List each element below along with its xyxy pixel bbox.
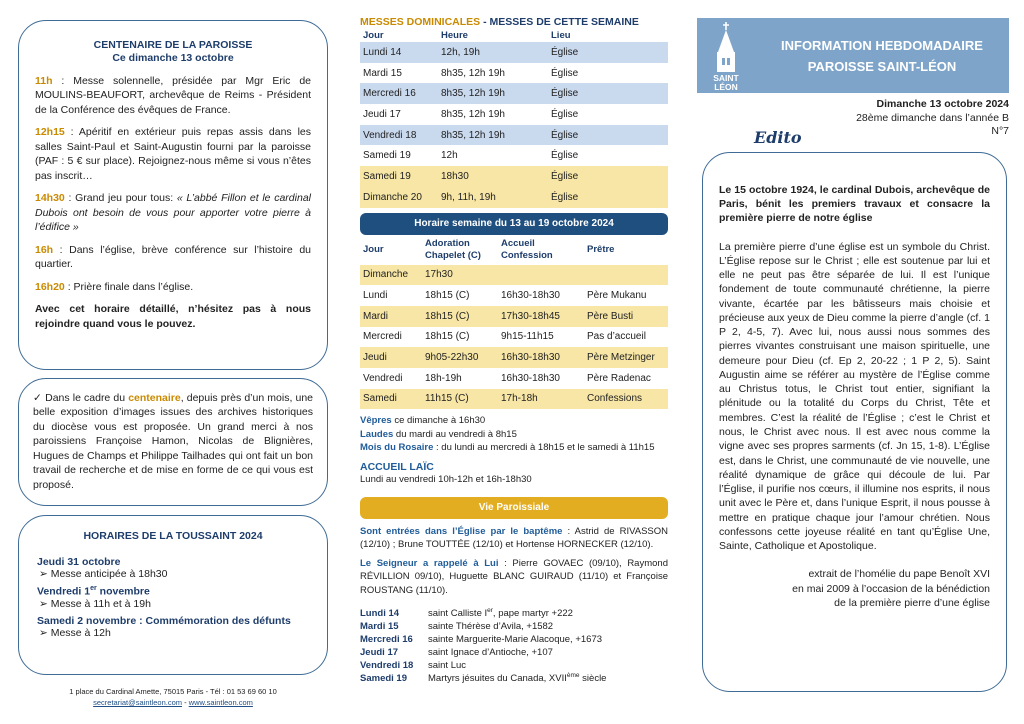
cell-lieu: Église bbox=[551, 88, 579, 100]
table-row bbox=[360, 166, 668, 187]
program-item bbox=[35, 280, 311, 294]
centenaire-title: CENTENAIRE DE LA PAROISSE bbox=[93, 39, 253, 51]
cell-jour: Samedi bbox=[363, 393, 397, 405]
church-logo bbox=[705, 20, 747, 91]
cell-acc bbox=[498, 265, 584, 286]
cell-ado: 18h15 (C) bbox=[425, 331, 470, 343]
footer-web-link[interactable]: www.saintleon.com bbox=[188, 698, 253, 708]
cell-lieu: Église bbox=[551, 150, 579, 162]
program-text: : Grand jeu pour tous: bbox=[64, 192, 177, 205]
cell-lieu: Église bbox=[551, 108, 579, 120]
fete-saint: saint Luc bbox=[428, 659, 467, 671]
office-text: ce dimanche à 16h30 bbox=[391, 415, 486, 427]
cell-lieu: Église bbox=[551, 170, 579, 182]
cell-heure: 8h35, 12h 19h bbox=[441, 88, 505, 100]
program-item bbox=[35, 74, 311, 117]
fete-day: Mardi 15 bbox=[360, 620, 399, 632]
office-text: : du lundi au mercredi à 18h15 et le samedi à 11h15 bbox=[433, 441, 655, 453]
header-title: INFORMATION HEBDOMADAIRE PAROISSE SAINT-LÉON bbox=[781, 38, 983, 74]
toussaint-date: Samedi 2 novembre : Commémoration des défunts bbox=[37, 614, 291, 627]
program-time: 16h bbox=[35, 243, 54, 256]
fete-saint: sainte Thérèse d’Avila, +1582 bbox=[428, 620, 554, 632]
cell-jour: Dimanche bbox=[363, 269, 409, 281]
cell-ado: 17h30 bbox=[425, 269, 453, 281]
cell-pretre: Père Metzinger bbox=[587, 352, 655, 364]
cell-acc: 16h30-18h30 bbox=[501, 290, 560, 302]
office-label: Laudes bbox=[360, 428, 394, 440]
fete-day: Lundi 14 bbox=[360, 607, 400, 619]
office-line bbox=[360, 441, 668, 454]
edito-box bbox=[702, 152, 1007, 692]
fete-day: Jeudi 17 bbox=[360, 646, 399, 658]
list-item bbox=[360, 646, 668, 659]
footer-address: 1 place du Cardinal Amette, 75015 Paris - Tél : 01 53 69 60 10 bbox=[69, 687, 277, 696]
program-time: 14h30 bbox=[35, 192, 65, 205]
messes-header-lieu: Lieu bbox=[551, 29, 571, 41]
cell-acc: 17h30-18h45 bbox=[501, 310, 560, 322]
cell-ado: 18h15 (C) bbox=[425, 310, 470, 322]
centenaire-box bbox=[18, 20, 328, 370]
centenaire-program bbox=[35, 74, 311, 294]
cell-heure: 8h35, 12h 19h bbox=[441, 129, 505, 141]
program-time: 11h bbox=[35, 75, 53, 87]
fete-saint: saint Calliste Ier, pape martyr +222 bbox=[428, 607, 573, 620]
cell-jour: Jeudi bbox=[363, 352, 387, 364]
fete-day: Mercredi 16 bbox=[360, 633, 413, 645]
toussaint-date: Jeudi 31 octobre bbox=[37, 556, 121, 568]
cell-jour: Mardi bbox=[363, 310, 389, 322]
table-row bbox=[360, 63, 668, 84]
table-row bbox=[360, 347, 668, 368]
toussaint-mass: ➢ Messe anticipée à 18h30 bbox=[39, 568, 168, 580]
edito-label: Edito bbox=[748, 128, 808, 147]
cell-heure: 8h35, 12h 19h bbox=[441, 108, 505, 120]
list-item bbox=[360, 659, 668, 672]
messes-table bbox=[360, 28, 668, 208]
cell-ado: 18h15 (C) bbox=[425, 290, 470, 302]
offices-list bbox=[360, 414, 668, 454]
cell-jour: Lundi 14 bbox=[363, 46, 402, 58]
logo-text-leon: LÉON bbox=[714, 82, 738, 91]
table-row bbox=[360, 285, 668, 306]
table-row bbox=[360, 265, 668, 286]
table-row bbox=[360, 327, 668, 348]
issue-info bbox=[697, 98, 1009, 139]
messes-header-heure: Heure bbox=[441, 29, 468, 41]
footer: 1 place du Cardinal Amette, 75015 Paris - Tél : 01 53 69 60 10 secretariat@saintleon.com - www.saintleon.com bbox=[18, 686, 328, 709]
table-row bbox=[360, 145, 668, 166]
cell-jour: Samedi 19 bbox=[363, 170, 411, 182]
cell-pretre: Père Radenac bbox=[587, 372, 651, 384]
fetes-table bbox=[360, 607, 668, 685]
fete-saint: saint Ignace d’Antioche, +107 bbox=[428, 646, 553, 658]
edito-signature: extrait de l’homélie du pape Benoît XVI en mai 2009 à l’occasion de la bénédiction de la première pierre d’une église bbox=[792, 568, 990, 610]
program-text: : Prière finale dans l’église. bbox=[64, 280, 194, 293]
table-row bbox=[360, 389, 668, 410]
office-label: Mois du Rosaire bbox=[360, 441, 434, 453]
cell-heure: 18h30 bbox=[441, 170, 469, 182]
horaire-header-jour: Jour bbox=[363, 243, 384, 255]
horaire-banner: Horaire semaine du 13 au 19 octobre 2024 bbox=[360, 213, 668, 235]
program-text: : Apéritif en extérieur puis repas assis dans les salles Saint-Paul et Saint-Augustin fourni par la paroisse (PAF : 5 € sur place). Rejoignez-nous même si vous n’êtes pas inscrit… bbox=[35, 126, 311, 182]
table-row bbox=[360, 104, 668, 125]
horaire-table bbox=[360, 235, 668, 410]
header-banner bbox=[697, 18, 1009, 93]
edito-lead: Le 15 octobre 1924, le cardinal Dubois, archevêque de Paris, bénit les premiers travaux et consacre la première pierre de notre église bbox=[719, 184, 990, 225]
office-label: Vêpres bbox=[360, 415, 392, 427]
cell-jour: Mardi 15 bbox=[363, 67, 402, 79]
fete-day: Samedi 19 bbox=[360, 672, 407, 684]
table-row bbox=[360, 187, 668, 208]
table-row bbox=[360, 368, 668, 389]
cell-heure: 8h35, 12h 19h bbox=[441, 67, 505, 79]
cell-ado: 18h-19h bbox=[425, 372, 462, 384]
bapteme-text: Sont entrées dans l’Église par le baptême : Astrid de RIVASSON (12/10) ; Brune TOUTTÉE (12/10) et Hortense HORNECKER (12/10). bbox=[360, 525, 669, 550]
centenaire-subtitle: Ce dimanche 13 octobre bbox=[112, 52, 234, 64]
cell-acc: 17h-18h bbox=[501, 393, 538, 405]
accueil-title: ACCUEIL LAÏC bbox=[360, 461, 434, 474]
cell-jour: Mercredi bbox=[363, 331, 402, 343]
issue-date: Dimanche 13 octobre 2024 bbox=[876, 98, 1009, 110]
issue-number: N°7 bbox=[991, 125, 1009, 138]
toussaint-mass: ➢ Messe à 12h bbox=[39, 626, 111, 639]
cell-pretre: Pas d’accueil bbox=[587, 331, 646, 343]
program-item bbox=[35, 243, 311, 272]
cell-jour: Vendredi bbox=[363, 372, 403, 384]
messes-header-jour: Jour bbox=[363, 29, 384, 41]
centenaire-note: Avec cet horaire détaillé, n’hésitez pas à nous rejoindre quand vous le pouvez. bbox=[35, 303, 311, 330]
horaire-header-pretre: Prêtre bbox=[587, 243, 615, 255]
cell-ado: 9h05-22h30 bbox=[425, 352, 479, 364]
messes-title: MESSES DOMINICALES - MESSES DE CETTE SEMAINE bbox=[360, 16, 639, 28]
program-time: 12h15 bbox=[35, 126, 65, 139]
cell-heure: 12h bbox=[441, 150, 458, 162]
cell-ado: 11h15 (C) bbox=[425, 393, 469, 405]
cell-pretre: Père Busti bbox=[587, 310, 634, 322]
toussaint-schedule bbox=[37, 556, 309, 639]
office-line bbox=[360, 414, 668, 427]
deces-text: Le Seigneur a rappelé à Lui : Pierre GOVAEC (09/10), Raymond RÉVILLION 09/10), Huguette BLANC GUIRAUD (11/10) et Françoise ROUSTANG (11/10). bbox=[360, 558, 668, 596]
vie-banner: Vie Paroissiale bbox=[360, 497, 668, 519]
fete-saint: Martyrs jésuites du Canada, XVIIème siècle bbox=[428, 672, 607, 685]
horaire-header-adoration: Adoration Chapelet (C) bbox=[425, 238, 481, 261]
horaire-header-accueil: Accueil Confession bbox=[501, 238, 553, 261]
accueil-text: Lundi au vendredi 10h-12h et 16h-18h30 bbox=[360, 474, 532, 486]
footer-email-link[interactable]: secretariat@saintleon.com bbox=[93, 698, 183, 708]
table-row bbox=[360, 306, 668, 327]
cell-pretre: Père Mukanu bbox=[587, 290, 647, 302]
list-item bbox=[360, 633, 668, 646]
cell-jour: Mercredi 16 bbox=[363, 88, 416, 100]
list-item bbox=[360, 607, 668, 620]
list-item bbox=[360, 620, 668, 633]
program-text: : Dans l’église, brève conférence sur l’histoire du quartier. bbox=[35, 243, 311, 271]
program-item bbox=[35, 191, 311, 234]
toussaint-box bbox=[18, 515, 328, 675]
issue-sunday: 28ème dimanche dans l’année B bbox=[856, 111, 1009, 124]
program-text: : Messe solennelle, présidée par Mgr Eric de MOULINS-BEAUFORT, archevêque de Reims - Président de la Conférence des évêques de France. bbox=[35, 75, 311, 116]
cell-acc: 16h30-18h30 bbox=[501, 372, 560, 384]
cell-lieu: Église bbox=[551, 129, 579, 141]
cell-heure: 9h, 11h, 19h bbox=[441, 191, 496, 203]
arrow-icon: ➢ bbox=[39, 568, 51, 580]
program-time: 16h20 bbox=[35, 280, 65, 293]
schedule-column bbox=[360, 16, 668, 685]
program-item bbox=[35, 125, 311, 183]
table-row bbox=[360, 83, 668, 104]
program-quote: « L’abbé Fillon et le cardinal Dubois ont besoin de vous pour apporter votre pierre à l’édifice » bbox=[35, 192, 311, 234]
exposition-text: ✓ Dans le cadre du centenaire, depuis près d’un mois, une belle exposition d’images issues des archives historiques du diocèse vous est proposée. Un grand merci à nos paroissiens Françoise Hamon, Nicolas de Blignières, Hugues de Champs et Philippe Tailhades qui ont fait un bon travail de recherche et de mise en forme de ce qui vous est proposé. bbox=[33, 392, 314, 491]
toussaint-mass: ➢ Messe à 11h et à 19h bbox=[39, 597, 151, 610]
edito-body: La première pierre d’une église est un symbole du Christ. L’Église repose sur le Christ ; elle est soutenue par lui et elle ne peut pas être séparée de lui. Il est l’unique fondement de toute communauté chrétienne, la pierre vivante, écartée par les bâtisseurs mais choisie et précieuse aux yeux de Dieu comme la pierre d’angle (cf. 1 P 2, 4-5, 7). Avec lui, nous aussi nous sommes des pierres vivantes construisant une maison spirituelle, une demeure pour Dieu (cf. Ep 2, 20-22 ; 1 P 2, 5). Saint Augustin aime se référer au mystère de l’Église comme au Christus totus, le Christ tout entier, signifiant la plénitude ou la totalité du Corps du Christ, Tête et membres. C’est la réalité de l’Église ; c’est le Christ et nous, le Christ avec nous. Il est avec nous comme la vigne avec ses propres sarments (cf. Jn 15, 1-8). L’Église est, dans le Christ, une communauté de vie nouvelle, une réalité dynamique de grâce qui découle de lui. Par l’Église, il purifie nos cœurs, il illumine nos esprits, il nous unit avec le Père et, dans l’unique Esprit, il nous pousse à mettre en pratique chaque jour l’amour chrétien. Nous confessons cette joyeuse réalité en tant qu’Église Une, Sainte, Catholique et Apostolique. bbox=[719, 240, 990, 553]
exposition-box bbox=[18, 378, 328, 506]
table-row bbox=[360, 42, 668, 63]
cell-pretre bbox=[584, 265, 668, 286]
cell-jour: Vendredi 18 bbox=[363, 129, 417, 141]
logo-text-saint: SAINT bbox=[713, 73, 739, 83]
arrow-icon: ➢ bbox=[39, 626, 51, 639]
exposition-highlight: centenaire bbox=[128, 392, 181, 404]
cell-acc: 16h30-18h30 bbox=[501, 352, 560, 364]
cell-lieu: Église bbox=[551, 67, 579, 79]
fete-saint: sainte Marguerite-Marie Alacoque, +1673 bbox=[428, 633, 603, 645]
toussaint-title: HORAIRES DE LA TOUSSAINT 2024 bbox=[83, 530, 263, 542]
fete-day: Vendredi 18 bbox=[360, 659, 414, 671]
cell-heure: 12h, 19h bbox=[441, 46, 480, 58]
office-text: du mardi au vendredi à 8h15 bbox=[393, 428, 517, 440]
table-row bbox=[360, 125, 668, 146]
cell-acc: 9h15-11h15 bbox=[501, 331, 554, 343]
cell-lieu: Église bbox=[551, 191, 579, 203]
cell-pretre: Confessions bbox=[587, 393, 643, 405]
cell-jour: Samedi 19 bbox=[363, 150, 411, 162]
check-icon: ✓ bbox=[33, 392, 42, 404]
cell-jour: Jeudi 17 bbox=[363, 108, 401, 120]
cell-jour: Dimanche 20 bbox=[363, 191, 422, 203]
toussaint-date: Vendredi 1er novembre bbox=[37, 585, 150, 598]
arrow-icon: ➢ bbox=[39, 597, 51, 610]
office-line bbox=[360, 428, 668, 441]
cell-lieu: Église bbox=[551, 46, 579, 58]
list-item bbox=[360, 672, 668, 685]
cell-jour: Lundi bbox=[363, 290, 388, 302]
